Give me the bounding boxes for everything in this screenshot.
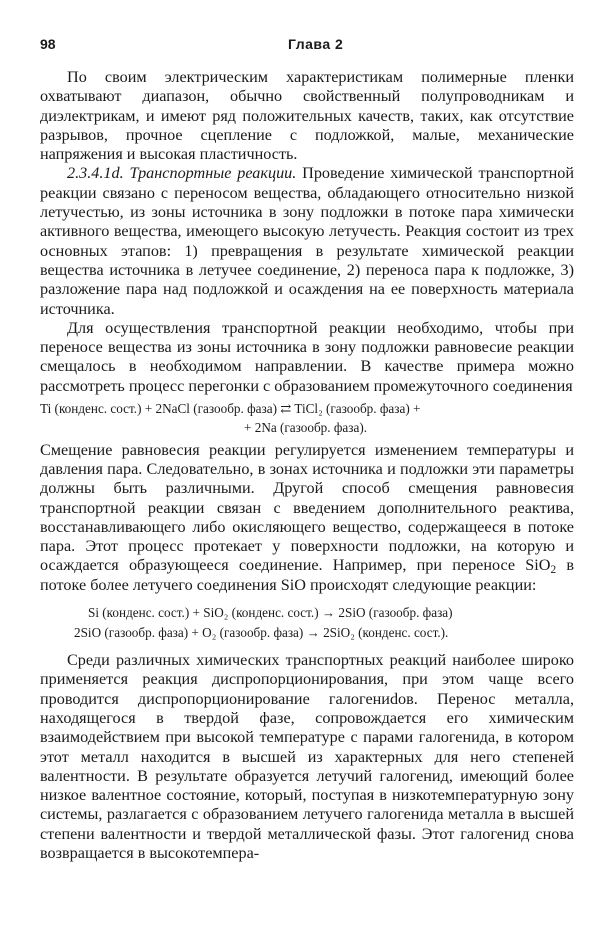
equation-line: Ti (конденс. сост.) + 2NaCl (газообр. фаза) ⇄ TiCl₂ (газообр. фаза) + [40,401,421,417]
paragraph-text: происходят следующие реакции: [305,575,537,594]
paragraph-text: в потоке более летучего соединения [40,556,574,594]
equation-line: + 2Na (газообр. фаза). [244,420,368,436]
equation-line: 2SiO (газообр. фаза) + O₂ (газообр. фаза) → 2SiO₂ (конденс. сост.). [74,625,449,641]
paragraph-additional-reagent [40,441,574,595]
paragraph-transport-reactions [40,164,574,318]
formula: SiO [525,556,551,575]
paragraph-text: Смещение равновесия реакции регулируется изменением температуры и давления пара. Следовательно, в зонах источника и подложки эти параметры должны быть различными. Другой способ смещения равновесия транспортной реакции связан с введением дополнительного реактива, восстанавливающего либо окисляющего вещество, содержащееся в потоке пара. Этот процесс протекает у поверхности подложки, на которую и осаждается образующееся соединение. Например, при переносе [40,440,574,575]
equation-line: Si (конденс. сост.) + SiO₂ (конденс. сост.) → 2SiO (газообр. фаза) [88,605,453,621]
chapter-title: Глава 2 [288,36,344,52]
page-number: 98 [40,36,56,52]
page-body [40,68,574,863]
formula: SiO [280,575,306,594]
equation-silicon-transport [40,603,574,643]
paragraph-equilibrium-shift: Для осуществления транспортной реакции необходимо, чтобы при переносе вещества из зоны источника в зону подложки равновесие реакции смещалось в необходимом направлении. В качестве примера можно рассмотреть процесс перегонки с образованием промежуточного соединения [40,318,574,395]
section-heading: 2.3.4.1d. Транспортные реакции. [67,164,297,183]
running-header [40,36,575,56]
paragraph-polymer-films: По своим электрическим характеристикам полимерные пленки охватывают диапазон, обычно свойственный полупроводникам и диэлектрикам, и имеют ряд положительных качеств, таких, как отсутствие разрывов, прочное сцепление с подложкой, малые, механические напряжения и высокая пластичность. [40,68,574,164]
equation-titanium-transport [40,399,574,438]
paragraph-text: Проведение химической транспортной реакции связано с переносом вещества, обладающего относительно низкой летучестью, из зоны источника в зону подложки в потоке пара химически активного вещества, имеющего высокую летучесть. Реакция состоит из трех основных этапов: 1) превращения в результате химической реакции вещества источника в летучее соединение, 2) переноса пара к подложке, 3) разложение пара над подложкой и осаждения на ее поверхность материала источника. [40,164,575,318]
subscript: 2 [550,564,557,577]
paragraph-disproportionation: Среди различных химических транспортных реакций наиболее широко применяется реакция диспропорционирования, при этом чаще всего проводится диспропорционирование галогениdов. Перенос металла, находящегося в твердой фазе, сопровождается его химическим взаимодействием при высокой температуре с парами галогенида, в котором этот металл находится в высшей из характерных для него степеней валентности. В результате образуется летучий галогенид, имеющий более низкое валентное состояние, который, поступая в низкотемпературную зону системы, разлагается с образованием летучего галогенида металла в высшей степени валентности и твердой металлической фазы. Этот галогенид снова возвращается в высокотемпера- [40,651,574,862]
